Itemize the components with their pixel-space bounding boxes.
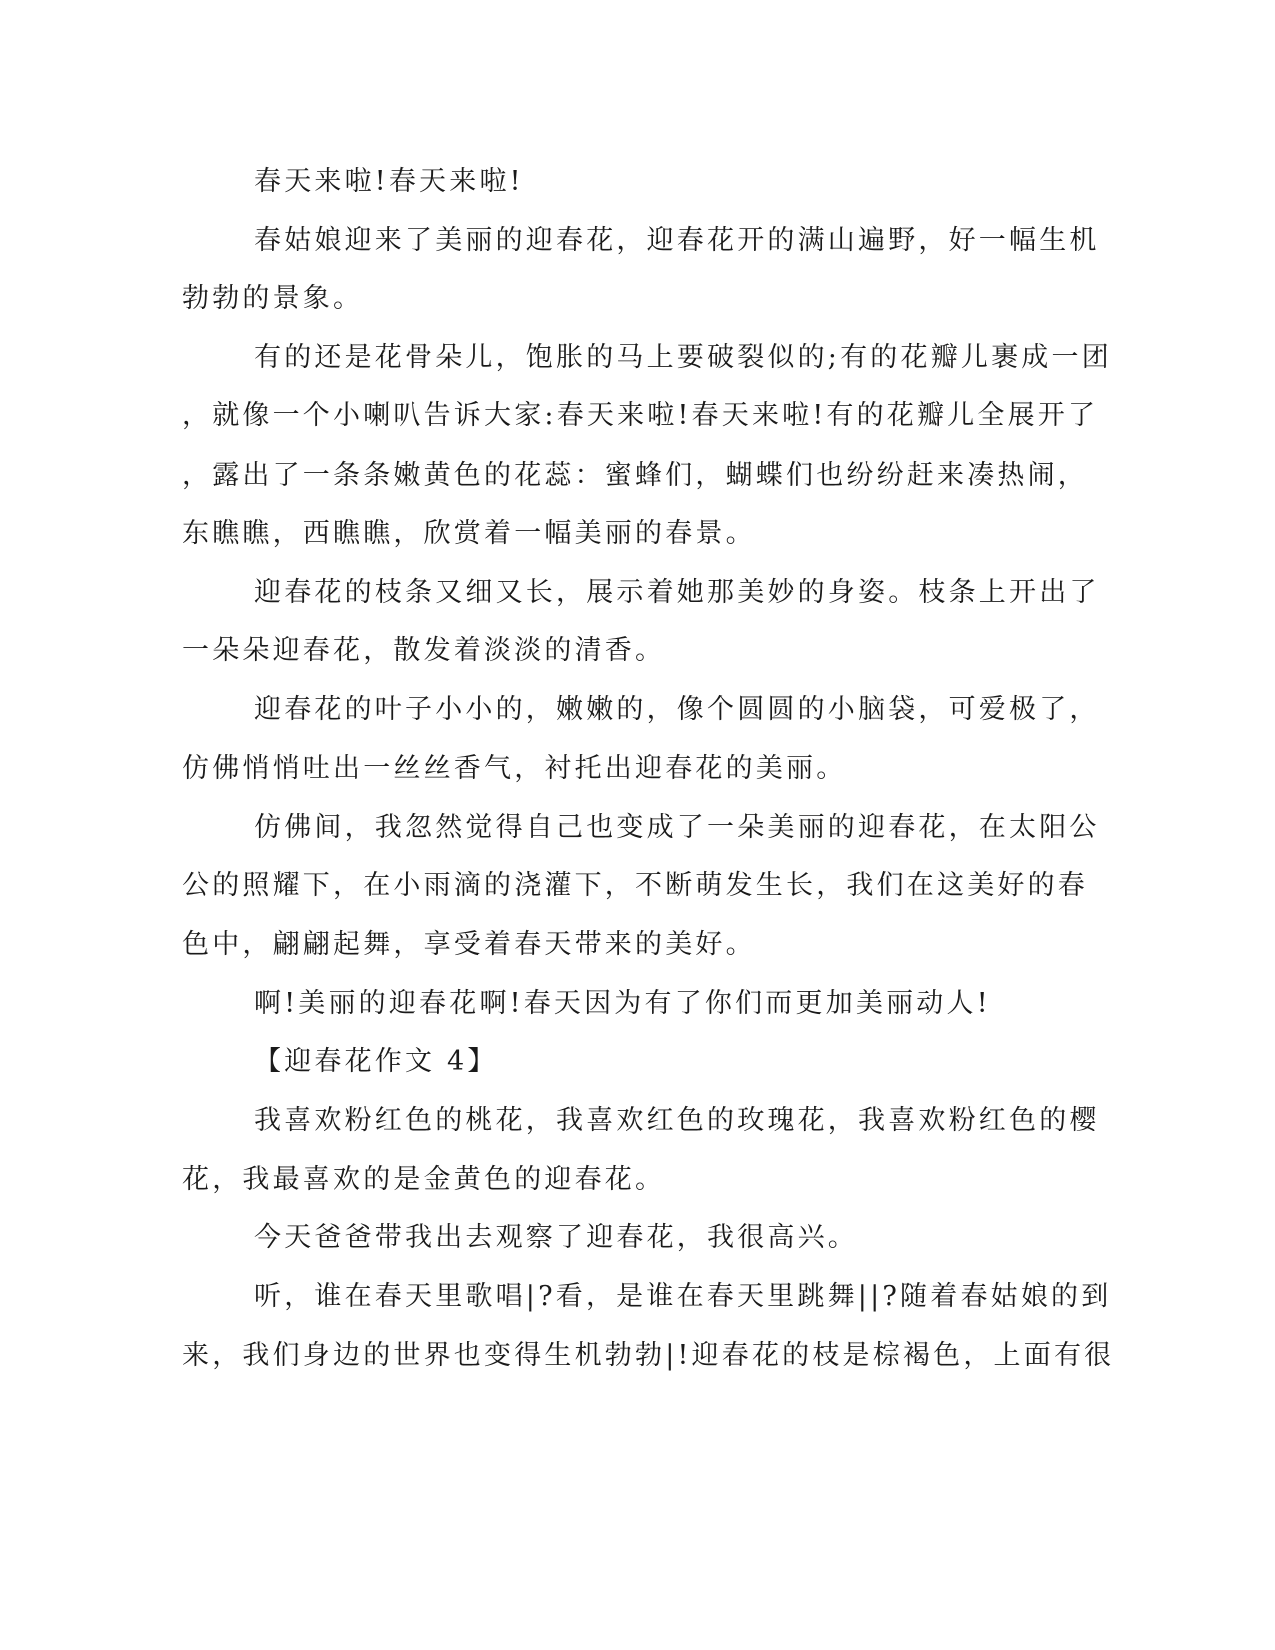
text-line: 啊!美丽的迎春花啊!春天因为有了你们而更加美丽动人! bbox=[254, 988, 991, 1019]
text-line: 花，我最喜欢的是金黄色的迎春花。 bbox=[182, 1164, 666, 1195]
text-line: 春天来啦!春天来啦! bbox=[254, 166, 524, 197]
text-line: 勃勃的景象。 bbox=[182, 283, 364, 314]
text-line: 一朵朵迎春花，散发着淡淡的清香。 bbox=[182, 635, 666, 666]
text-line: 东瞧瞧，西瞧瞧，欣赏着一幅美丽的春景。 bbox=[182, 518, 756, 549]
text-line: 春姑娘迎来了美丽的迎春花，迎春花开的满山遍野，好一幅生机 bbox=[254, 225, 1100, 256]
text-line: 公的照耀下，在小雨滴的浇灌下，不断萌发生长，我们在这美好的春 bbox=[182, 870, 1088, 901]
text-line: ，露出了一条条嫩黄色的花蕊：蜜蜂们，蝴蝶们也纷纷赶来凑热闹， bbox=[182, 460, 1088, 491]
text-line: 迎春花的叶子小小的，嫩嫩的，像个圆圆的小脑袋，可爱极了， bbox=[254, 694, 1100, 725]
text-line: 我喜欢粉红色的桃花，我喜欢红色的玫瑰花，我喜欢粉红色的樱 bbox=[254, 1105, 1100, 1136]
text-line: 今天爸爸带我出去观察了迎春花，我很高兴。 bbox=[254, 1222, 858, 1253]
text-line: 仿佛间，我忽然觉得自己也变成了一朵美丽的迎春花，在太阳公 bbox=[254, 812, 1100, 843]
text-line: 色中，翩翩起舞，享受着春天带来的美好。 bbox=[182, 929, 756, 960]
text-line: 迎春花的枝条又细又长，展示着她那美妙的身姿。枝条上开出了 bbox=[254, 577, 1100, 608]
text-line: 来，我们身边的世界也变得生机勃勃|!迎春花的枝是棕褐色，上面有很 bbox=[182, 1340, 1115, 1371]
section-heading: 【迎春花作文 4】 bbox=[254, 1046, 498, 1077]
text-line: 有的还是花骨朵儿，饱胀的马上要破裂似的;有的花瓣儿裹成一团 bbox=[254, 342, 1112, 373]
text-line: 听，谁在春天里歌唱|?看，是谁在春天里跳舞||?随着春姑娘的到 bbox=[254, 1281, 1112, 1312]
text-line: ，就像一个小喇叭告诉大家:春天来啦!春天来啦!有的花瓣儿全展开了 bbox=[182, 400, 1099, 431]
text-line: 仿佛悄悄吐出一丝丝香气，衬托出迎春花的美丽。 bbox=[182, 753, 847, 784]
